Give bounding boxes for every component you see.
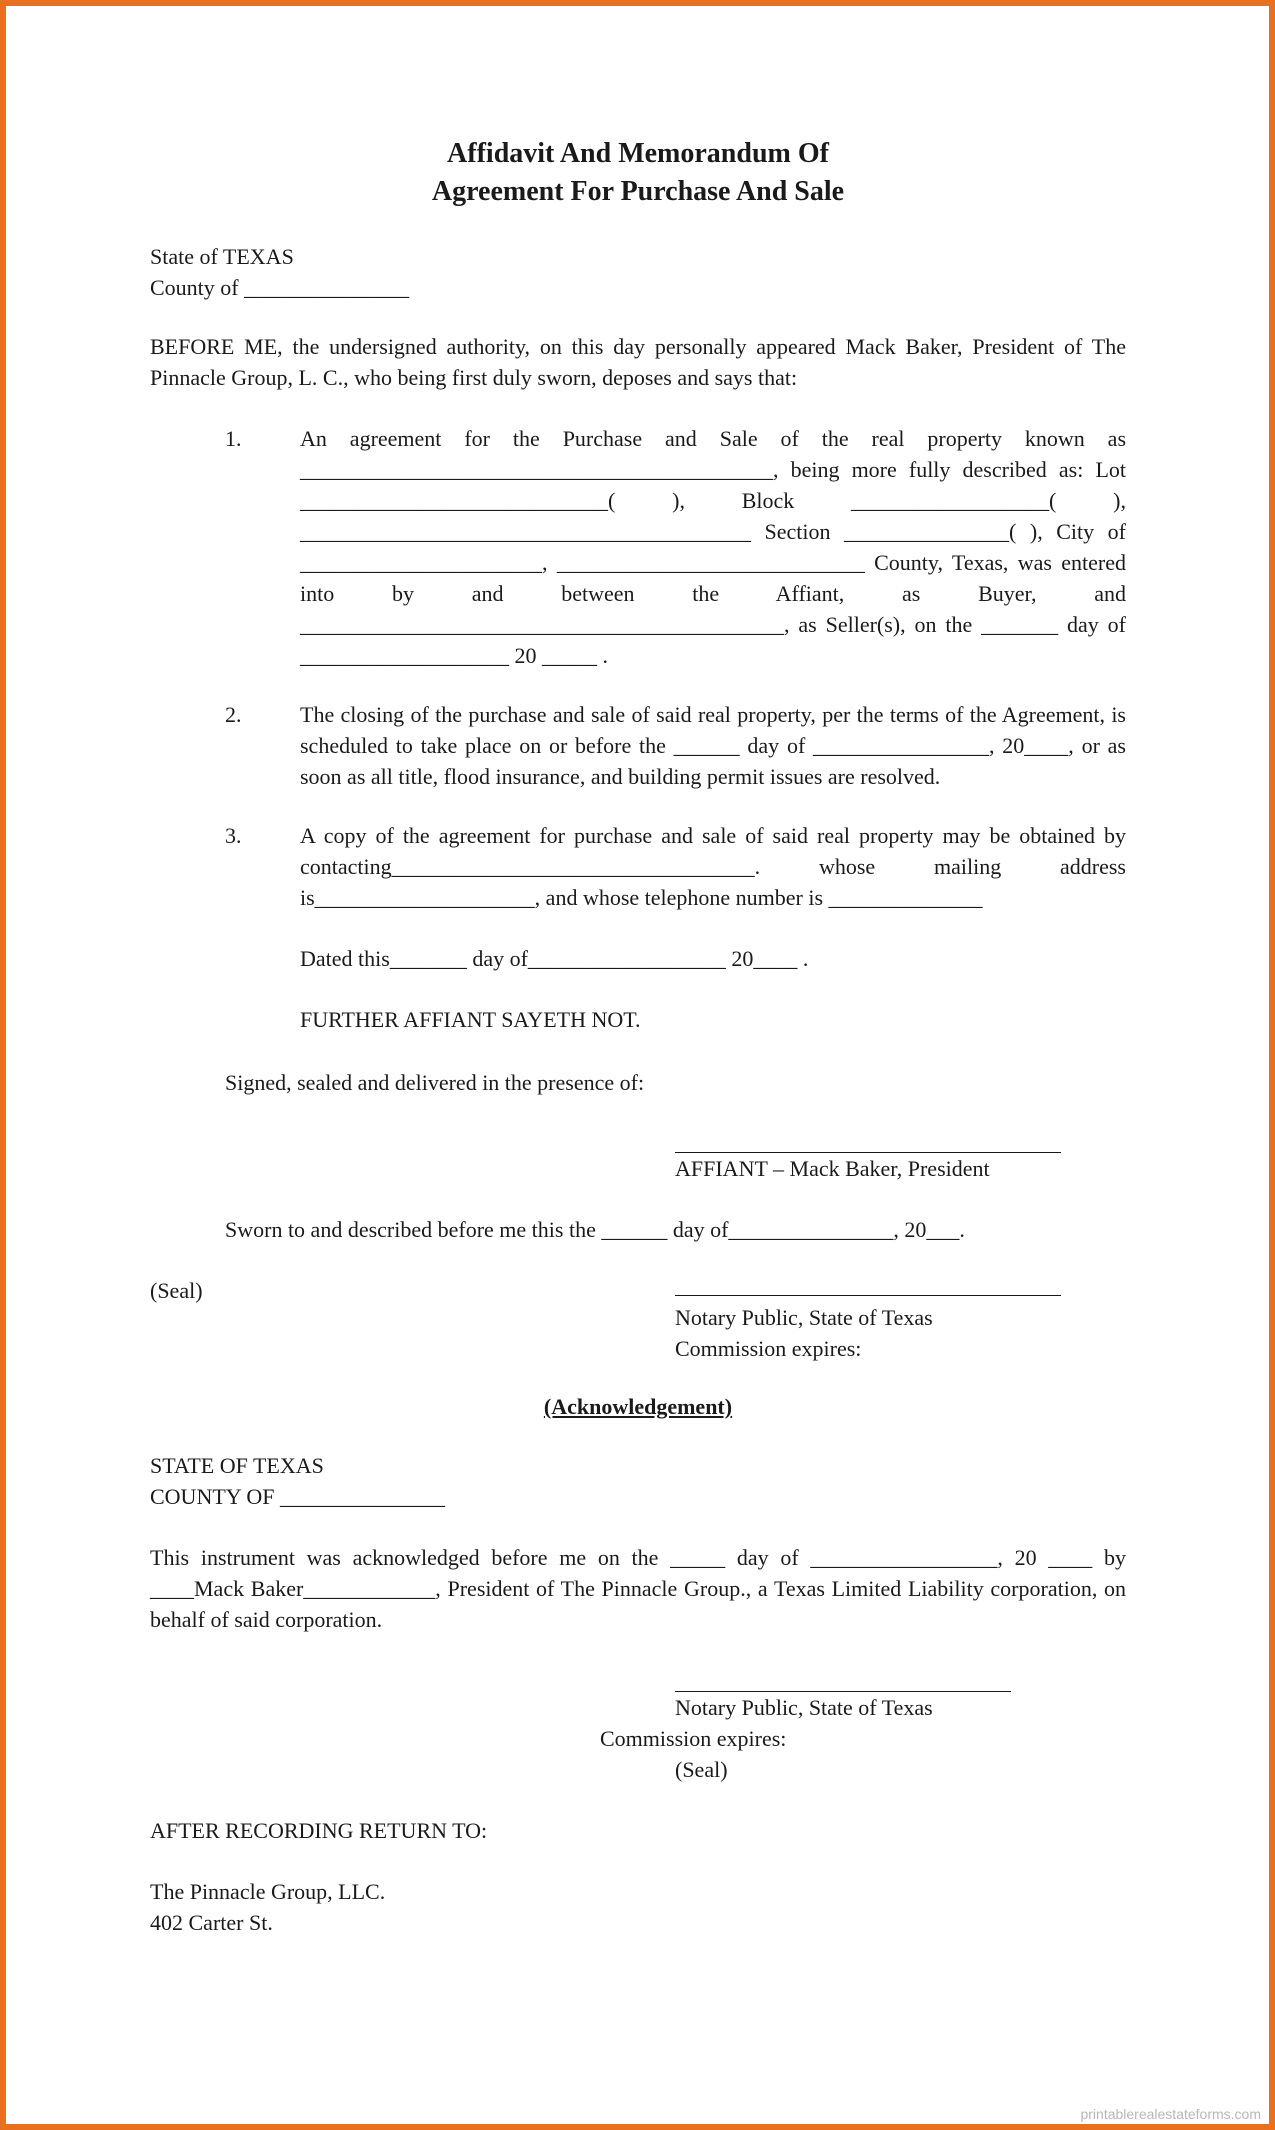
signed-line: Signed, sealed and delivered in the presence of: (225, 1070, 645, 1095)
item-text: The closing of the purchase and sale of said real property, per the terms of the Agreement, is scheduled to take place on or before the ______ day of ________________, 20____, or as soon as all title, flood insurance, and building permit issues are resolved. (300, 702, 1126, 789)
sworn-line: Sworn to and described before me this the ______ day of_______________, 20___. (225, 1217, 965, 1242)
seal-label: (Seal) (150, 1278, 203, 1303)
acknowledgement-heading (150, 1391, 1126, 1422)
notary-signature-line (675, 1275, 1061, 1296)
acknowledgement-paragraph: This instrument was acknowledged before me on the _____ day of _________________, 20 ____ by ____Mack Baker____________, President of The Pinnacle Group., a Texas Limited Liability corporation, on behalf of said corporation. (150, 1545, 1126, 1632)
after-recording-heading: AFTER RECORDING RETURN TO: (150, 1818, 488, 1843)
affiant-signature-line (675, 1132, 1061, 1153)
document-title (150, 135, 1126, 211)
return-name: The Pinnacle Group, LLC. (150, 1879, 386, 1904)
document-page (150, 135, 1126, 1938)
dated-line: Dated this_______ day of__________________ 20____ . (300, 946, 809, 971)
acknowledgement-heading-text: (Acknowledgement) (543, 1394, 733, 1419)
ack-county-line: COUNTY OF _______________ (150, 1484, 445, 1509)
notary-public-label: Notary Public, State of Texas (675, 1305, 933, 1330)
seal-label-2: (Seal) (675, 1757, 728, 1782)
commission-expires-label-2: Commission expires: (600, 1726, 787, 1751)
item-number: 2. (225, 702, 242, 727)
title-line-1: Affidavit And Memorandum Of (447, 138, 829, 169)
numbered-item-2 (150, 699, 1126, 792)
item-number: 3. (225, 823, 242, 848)
affiant-label: AFFIANT – Mack Baker, President (675, 1156, 990, 1181)
ack-state-line: STATE OF TEXAS (150, 1453, 324, 1478)
commission-expires-label: Commission expires: (675, 1336, 862, 1361)
watermark-text: printablerealestateforms.com (1080, 2106, 1261, 2122)
return-address: 402 Carter St. (150, 1910, 273, 1935)
state-line: State of TEXAS (150, 244, 294, 269)
notary-public-label-2: Notary Public, State of Texas (675, 1695, 933, 1720)
county-line: County of _______________ (150, 275, 410, 300)
intro-paragraph: BEFORE ME, the undersigned authority, on this day personally appeared Mack Baker, President of The Pinnacle Group, L. C., who being first duly sworn, deposes and says that: (150, 334, 1126, 390)
item-number: 1. (225, 426, 242, 451)
item-text: A copy of the agreement for purchase and sale of said real property may be obtained by contacting_________________________________. whose mailing address is____________________, and whose telephone number is ______________ (300, 823, 1126, 910)
numbered-item-1 (150, 423, 1126, 671)
title-line-2: Agreement For Purchase And Sale (431, 176, 845, 207)
item-text: An agreement for the Purchase and Sale of the real property known as ___________________________________________, being more fully described as: Lot ____________________________( ), Block __________________( ), _________________________________________ Section _______________( ), City of ______________________, ____________________________ County, Texas, was entered into by and between the Affiant, as Buyer, and ____________________________________________, as Seller(s), on the _______ day of ___________________ 20 _____ . (300, 426, 1126, 668)
notary-block-1 (150, 1275, 1126, 1365)
further-affiant-line: FURTHER AFFIANT SAYETH NOT. (300, 1007, 641, 1032)
notary-signature-line-2 (675, 1671, 1011, 1692)
numbered-item-3 (150, 820, 1126, 913)
